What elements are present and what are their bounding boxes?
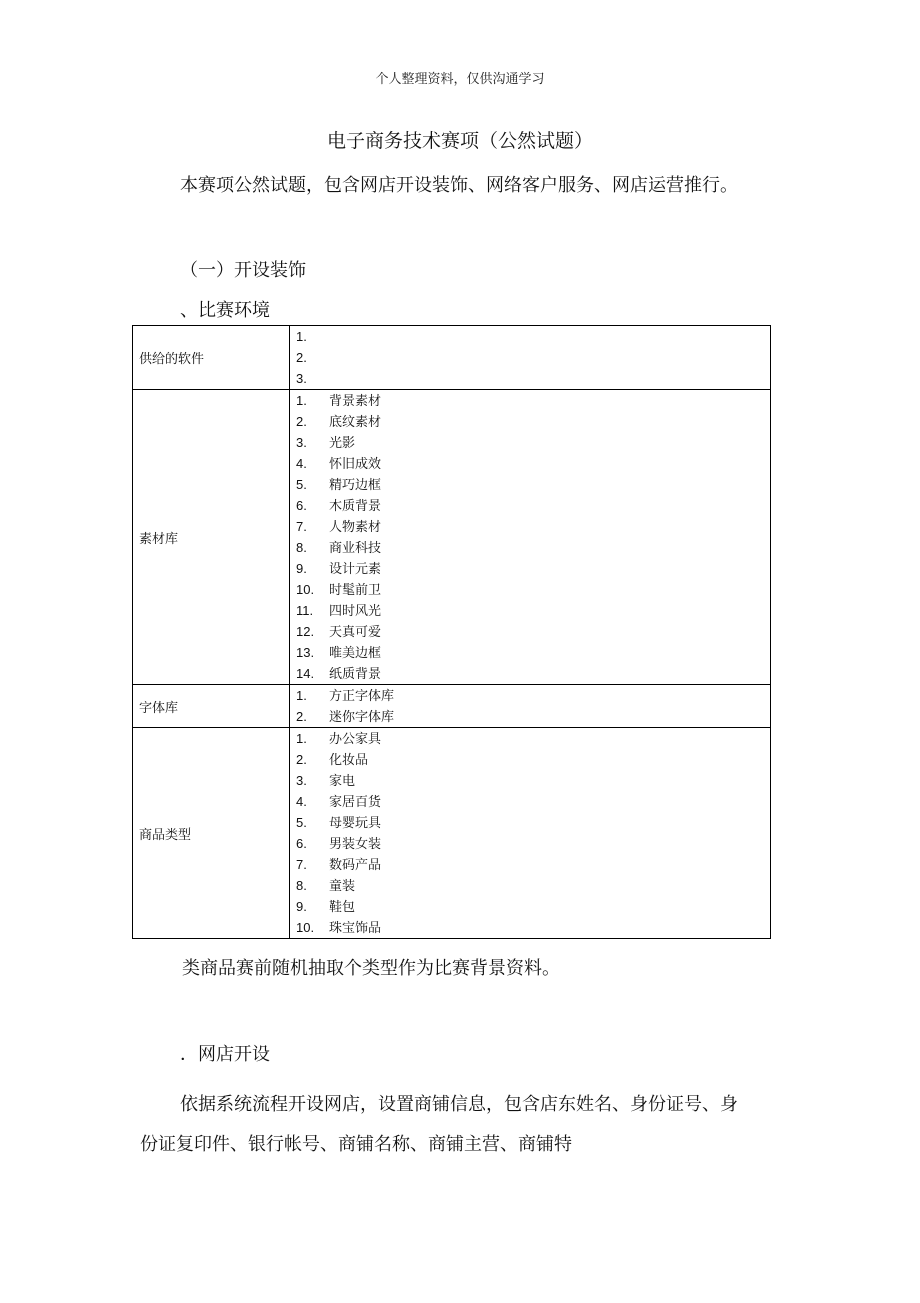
- list-item-text: 童装: [329, 879, 356, 894]
- list-item-number: 2.: [296, 752, 307, 767]
- list-item: [296, 812, 770, 833]
- list-item: [296, 896, 770, 917]
- table-row-label: 商品类型: [133, 728, 290, 939]
- table-row-items: [290, 728, 771, 939]
- list-item-number: 7.: [296, 519, 307, 534]
- list-item: [296, 875, 770, 896]
- list-item-text: 精巧边框: [329, 478, 382, 493]
- list-item: [296, 685, 770, 706]
- list-item-text: 人物素材: [329, 520, 382, 535]
- table-row-items: [290, 326, 771, 390]
- table-row-label: 字体库: [133, 685, 290, 728]
- list-item: [296, 411, 770, 432]
- list-item: [296, 854, 770, 875]
- list-item-number: 5.: [296, 815, 307, 830]
- list-item-text: 化妆品: [329, 753, 369, 768]
- table-row-label: 供给的软件: [133, 326, 290, 390]
- table-row-items: [290, 685, 771, 728]
- shop-opening-paragraph: 依据系统流程开设网店，设置商铺信息，包含店东姓名、身份证号、身份证复印件、银行帐号、商铺名称、商铺主营、商铺特: [140, 1094, 738, 1155]
- list-item-text: 鞋包: [329, 900, 356, 915]
- table-row-label: 素材库: [133, 390, 290, 685]
- list-item-number: 6.: [296, 498, 307, 513]
- list-item-text: 底纹素材: [329, 415, 382, 430]
- list-item-text: 数码产品: [329, 858, 382, 873]
- list-item: [296, 558, 770, 579]
- list-item: [296, 326, 770, 347]
- table-row: [133, 390, 771, 685]
- table-row-items: [290, 390, 771, 685]
- list-item-text: 家电: [329, 774, 356, 789]
- page-header: 个人整理资料，仅供沟通学习: [375, 72, 545, 87]
- list-item-number: 1.: [296, 329, 307, 344]
- list-item-text: 木质背景: [329, 499, 382, 514]
- list-item: [296, 642, 770, 663]
- list-item-text: 迷你字体库: [329, 710, 395, 725]
- table-row: [133, 685, 771, 728]
- list-item: [296, 770, 770, 791]
- list-item-text: 唯美边框: [329, 646, 382, 661]
- list-item-text: 背景素材: [329, 394, 382, 409]
- list-item-text: 商业科技: [329, 541, 382, 556]
- list-item: [296, 917, 770, 938]
- list-item-number: 10.: [296, 920, 315, 935]
- list-item-number: 1.: [296, 393, 307, 408]
- subsection-heading-environment: 、比赛环境: [180, 300, 270, 321]
- list-item: [296, 728, 770, 749]
- environment-table: [132, 325, 771, 939]
- list-item-text: 母婴玩具: [329, 816, 382, 831]
- list-item-number: 3.: [296, 371, 307, 386]
- list-item-text: 设计元素: [329, 562, 382, 577]
- list-item-number: 8.: [296, 540, 307, 555]
- list-item: [296, 516, 770, 537]
- list-item-text: 天真可爱: [329, 625, 382, 640]
- table-row: [133, 326, 771, 390]
- document-title: 电子商务技术赛项（公然试题）: [326, 130, 593, 152]
- subsection-heading-shop-opening: ．网店开设: [180, 1044, 270, 1065]
- list-item: [296, 537, 770, 558]
- list-item-text: 怀旧成效: [329, 457, 382, 472]
- list-item: [296, 749, 770, 770]
- list-item-number: 2.: [296, 350, 307, 365]
- after-table-note: 类商品赛前随机抽取个类型作为比赛背景资料。: [182, 958, 560, 979]
- list-item-number: 3.: [296, 435, 307, 450]
- list-item-number: 3.: [296, 773, 307, 788]
- list-item-number: 9.: [296, 899, 307, 914]
- list-item: [296, 600, 770, 621]
- list-item-number: 12.: [296, 624, 315, 639]
- table-row: [133, 728, 771, 939]
- list-item-text: 办公家具: [329, 732, 382, 747]
- list-item: [296, 495, 770, 516]
- list-item-number: 1.: [296, 731, 307, 746]
- list-item: [296, 368, 770, 389]
- list-item-text: 家居百货: [329, 795, 382, 810]
- list-item: [296, 833, 770, 854]
- list-item: [296, 621, 770, 642]
- list-item-number: 8.: [296, 878, 307, 893]
- list-item-number: 7.: [296, 857, 307, 872]
- list-item: [296, 347, 770, 368]
- list-item-text: 四时风光: [329, 604, 382, 619]
- list-item-number: 10.: [296, 582, 315, 597]
- list-item: [296, 390, 770, 411]
- list-item-text: 男装女装: [329, 837, 382, 852]
- list-item: [296, 791, 770, 812]
- list-item-text: 光影: [329, 436, 356, 451]
- list-item: [296, 453, 770, 474]
- list-item: [296, 663, 770, 684]
- list-item-text: 纸质背景: [329, 667, 382, 682]
- list-item-number: 1.: [296, 688, 307, 703]
- list-item-text: 珠宝饰品: [329, 921, 382, 936]
- section-heading-decoration: （一）开设装饰: [180, 260, 306, 281]
- list-item-number: 11.: [296, 603, 314, 618]
- list-item: [296, 579, 770, 600]
- intro-paragraph: 本赛项公然试题，包含网店开设装饰、网络客户服务、网店运营推行。: [180, 175, 738, 196]
- list-item-text: 时髦前卫: [329, 583, 382, 598]
- list-item-text: 方正字体库: [329, 689, 395, 704]
- list-item-number: 5.: [296, 477, 307, 492]
- list-item-number: 2.: [296, 414, 307, 429]
- list-item-number: 14.: [296, 666, 315, 681]
- list-item-number: 9.: [296, 561, 307, 576]
- list-item: [296, 706, 770, 727]
- list-item-number: 6.: [296, 836, 307, 851]
- list-item-number: 4.: [296, 456, 307, 471]
- list-item-number: 13.: [296, 645, 315, 660]
- list-item-number: 4.: [296, 794, 307, 809]
- list-item: [296, 474, 770, 495]
- list-item-number: 2.: [296, 709, 307, 724]
- list-item: [296, 432, 770, 453]
